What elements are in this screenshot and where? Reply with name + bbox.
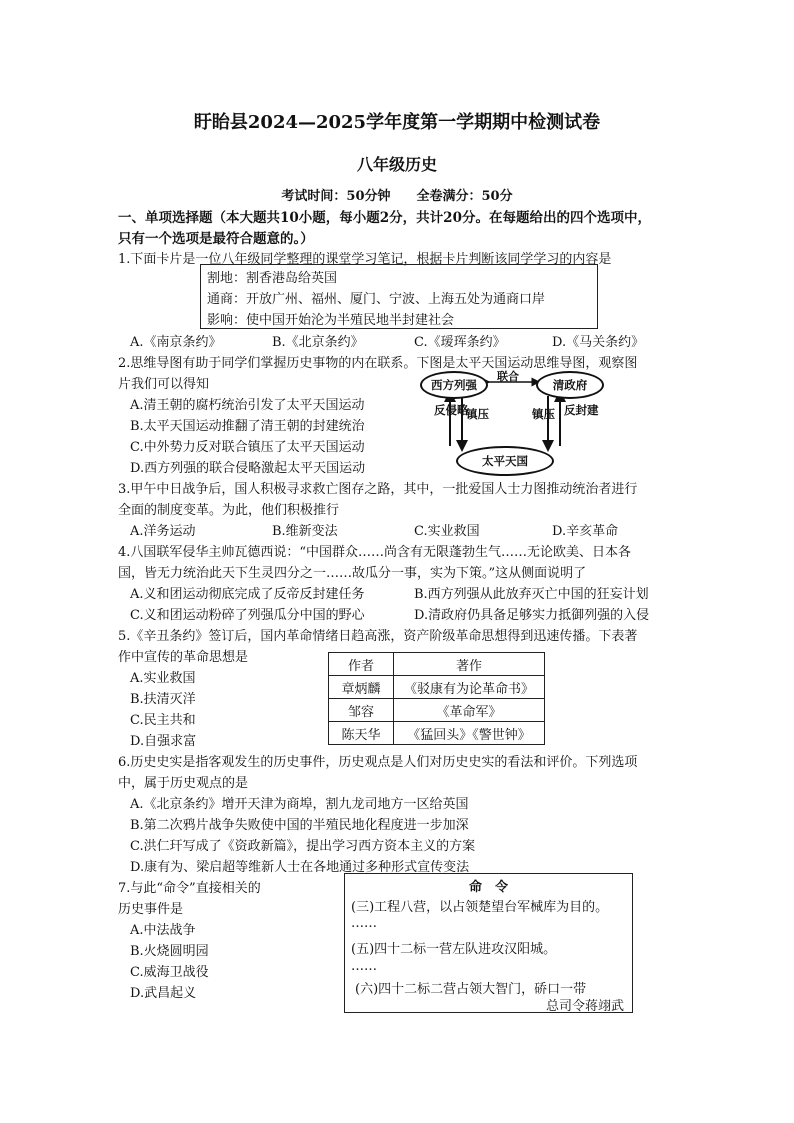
q7-stem-line1: 7.与此“命令”直接相关的	[118, 881, 261, 896]
exam-info: 考试时间：50分钟 全卷满分：50分	[281, 189, 513, 204]
table-row	[329, 722, 545, 745]
label-alliance: 联合	[497, 370, 519, 383]
table-row	[329, 676, 545, 699]
section-heading-line1: 一、单项选择题（本大题共10小题，每小题2分，共计20分。在每题给出的四个选项中，	[118, 210, 651, 226]
q3-option-c[interactable]: C.实业救国	[414, 524, 480, 539]
table-header-work: 著作	[394, 653, 545, 676]
q1-option-d[interactable]: D.《马关条约》	[552, 335, 645, 350]
q5-stem-line1: 5.《辛丑条约》签订后，国内革命情绪日趋高涨，资产阶级革命思想得到迅速传播。下表著	[118, 629, 638, 644]
exam-title: 盱眙县2024—2025学年度第一学期期中检测试卷	[193, 112, 601, 133]
section-heading-line2: 只有一个选项是最符合题意的。）	[118, 231, 314, 247]
q6-option-c[interactable]: C.洪仁玕写成了《资政新篇》，提出学习西方资本主义的方案	[130, 839, 476, 854]
q4-stem-line1: 4.八国联军侵华主帅瓦德西说：“中国群众……尚含有无限蓬勃生气……无论欧美、日本各	[118, 545, 632, 560]
table-cell: 章炳麟	[329, 676, 394, 699]
order-line: (三)工程八营，以占领楚望台军械库为目的。	[351, 900, 609, 915]
table-cell: 《驳康有为论革命书》	[394, 676, 545, 699]
q2-option-c[interactable]: C.中外势力反对联合镇压了太平天国运动	[130, 440, 365, 455]
q1-stem: 1.下面卡片是一位八年级同学整理的课堂学习笔记，根据卡片判断该同学学习的内容是	[118, 252, 612, 267]
q4-option-d[interactable]: D.清政府仍具备足够实力抵御列强的入侵	[414, 608, 650, 623]
q7-stem-line2: 历史事件是	[118, 902, 184, 917]
q1-card-line: 割地：割香港岛给英国	[207, 271, 338, 286]
q2-stem-line1: 2.思维导图有助于同学们掌握历史事物的内在联系。下图是太平天国运动思维导图，观察图	[118, 356, 638, 371]
label-suppress-left: 镇压	[466, 407, 489, 421]
q3-option-d[interactable]: D.辛亥革命	[552, 524, 619, 539]
order-line: ……	[351, 959, 377, 974]
q3-stem-line2: 全面的制度变革。为此，他们积极推行	[118, 503, 340, 518]
q6-option-a[interactable]: A.《北京条约》增开天津为商埠，割九龙司地方一区给英国	[130, 797, 469, 812]
q7-option-a[interactable]: A.中法战争	[130, 923, 196, 938]
table-cell: 邹容	[329, 699, 394, 722]
q5-option-d[interactable]: D.自强求富	[130, 734, 197, 749]
node-western-powers: 西方列强	[420, 371, 488, 399]
q7-option-d[interactable]: D.武昌起义	[130, 986, 197, 1001]
q7-order-document	[344, 873, 633, 1013]
q1-option-c[interactable]: C.《瑷珲条约》	[414, 335, 506, 350]
node-qing-government: 清政府	[536, 371, 604, 399]
q5-option-b[interactable]: B.扶清灭洋	[130, 692, 196, 707]
q1-option-b[interactable]: B.《北京条约》	[272, 335, 364, 350]
q2-option-a[interactable]: A.清王朝的腐朽统治引发了太平天国运动	[130, 398, 365, 413]
q6-option-d[interactable]: D.康有为、梁启超等维新人士在各地通过多种形式宣传变法	[130, 860, 470, 875]
q6-option-b[interactable]: B.第二次鸦片战争失败使中国的半殖民地化程度进一步加深	[130, 818, 469, 833]
q3-option-a[interactable]: A.洋务运动	[130, 524, 196, 539]
q4-option-b[interactable]: B.西方列强从此放弃灭亡中国的狂妄计划	[414, 587, 649, 602]
q1-card-line: 影响：使中国开始沦为半殖民地半封建社会	[207, 313, 455, 328]
q7-option-c[interactable]: C.威海卫战役	[130, 965, 209, 980]
q5-option-a[interactable]: A.实业救国	[130, 671, 196, 686]
q2-stem-line2: 片我们可以得知	[118, 377, 210, 392]
q5-stem-line2: 作中宣传的革命思想是	[118, 650, 249, 665]
table-header-author: 作者	[329, 653, 394, 676]
q6-stem-line2: 中，属于历史观点的是	[118, 776, 249, 791]
order-signature: 总司令蒋翊武	[545, 999, 624, 1014]
order-line: ……	[351, 916, 377, 931]
order-title: 命 令	[468, 880, 508, 895]
exam-subtitle: 八年级历史	[356, 155, 437, 174]
q5-works-table	[328, 652, 545, 745]
q1-card-line: 通商：开放广州、福州、厦门、宁波、上海五处为通商口岸	[207, 292, 546, 307]
q7-option-b[interactable]: B.火烧圆明园	[130, 944, 209, 959]
table-row	[329, 699, 545, 722]
q4-option-a[interactable]: A.义和团运动彻底完成了反帝反封建任务	[130, 587, 365, 602]
table-cell: 《猛回头》《警世钟》	[394, 722, 545, 745]
node-taiping: 太平天国	[456, 446, 554, 476]
taiping-mind-map	[420, 368, 610, 474]
table-cell: 陈天华	[329, 722, 394, 745]
label-anti-aggression: 反侵略	[434, 403, 469, 417]
table-header-row	[329, 653, 545, 676]
q3-option-b[interactable]: B.维新变法	[272, 524, 338, 539]
q2-option-b[interactable]: B.太平天国运动推翻了清王朝的封建统治	[130, 419, 365, 434]
q3-stem-line1: 3.甲午中日战争后，国人积极寻求救亡图存之路，其中，一批爱国人士力图推动统治者进行	[118, 482, 638, 497]
order-line: (五)四十二标一营左队进攻汉阳城。	[351, 942, 557, 957]
q5-option-c[interactable]: C.民主共和	[130, 713, 196, 728]
label-suppress-right: 镇压	[532, 407, 555, 421]
q4-option-c[interactable]: C.义和团运动粉碎了列强瓜分中国的野心	[130, 608, 365, 623]
q1-note-card	[200, 264, 598, 329]
table-cell: 《革命军》	[394, 699, 545, 722]
order-line: (六)四十二标二营占领大智门，硚口一带	[355, 982, 587, 997]
q4-stem-line2: 国，皆无力统治此天下生灵四分之一……故瓜分一事，实为下策。”这从侧面说明了	[118, 566, 587, 581]
q6-stem-line1: 6.历史史实是指客观发生的历史事件，历史观点是人们对历史史实的看法和评价。下列选项	[118, 755, 638, 770]
q2-option-d[interactable]: D.西方列强的联合侵略激起太平天国运动	[130, 461, 366, 476]
q1-option-a[interactable]: A.《南京条约》	[130, 335, 222, 350]
label-anti-feudal: 反封建	[564, 403, 599, 417]
